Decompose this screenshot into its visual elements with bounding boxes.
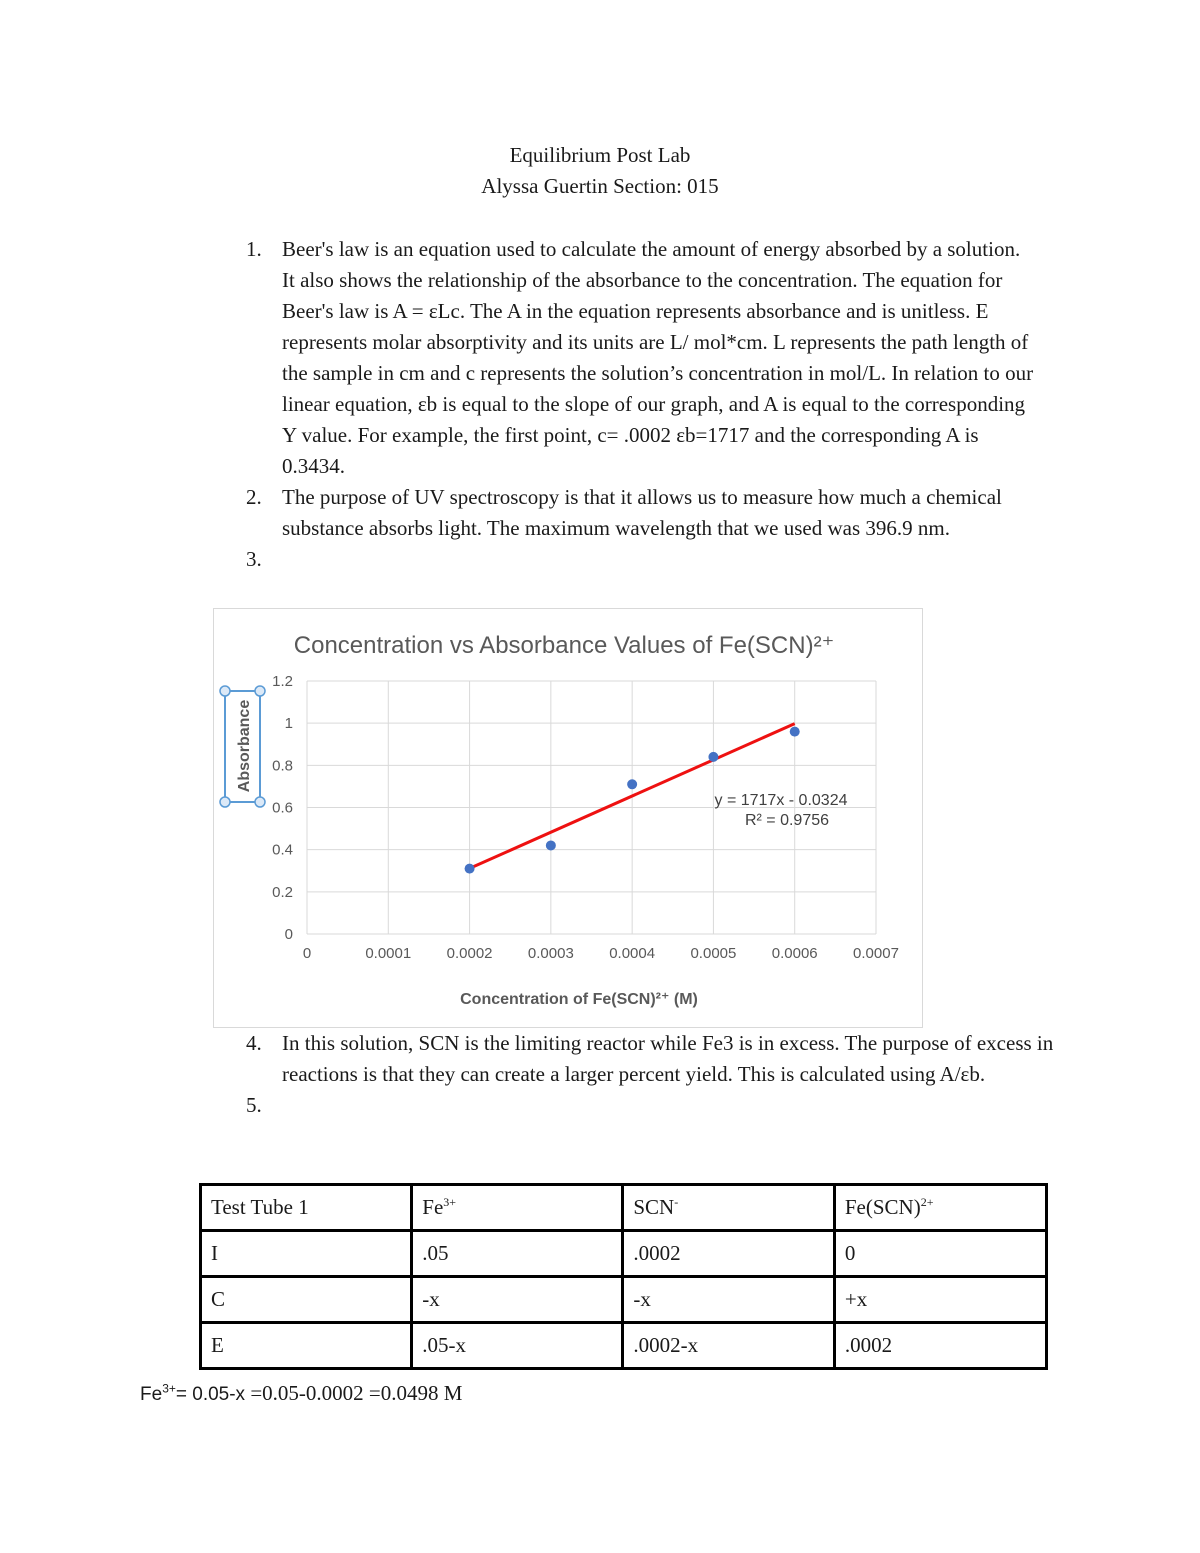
ice-header-row	[201, 1185, 1047, 1231]
final-lhs: $Fe^{3+}= 0.05-x$	[140, 1381, 246, 1405]
x-tick-label: 0	[302, 945, 312, 962]
resize-handle[interactable]	[220, 797, 230, 807]
document-title: Equilibrium Post Lab	[509, 143, 691, 167]
x-axis-title: Concentration of Fe(SCN)²⁺ (M)	[460, 991, 698, 1008]
x-tick-label: 0.0006	[771, 945, 818, 962]
answer-list-continued	[238, 1028, 1058, 1121]
table-cell: I	[201, 1231, 412, 1277]
ice-header-cell: Test Tube 1	[201, 1185, 412, 1231]
ice-row-equilibrium	[201, 1323, 1047, 1369]
final-calculation	[140, 1381, 462, 1406]
y-axis-title: Absorbance	[236, 699, 253, 793]
answer-3	[238, 544, 1038, 575]
table-cell: 0	[834, 1231, 1046, 1277]
y-tick-label: 0.2	[272, 883, 293, 901]
y-axis-ticks	[272, 673, 293, 943]
data-point	[465, 864, 475, 874]
chart-title: Concentration vs Absorbance Values of Fe(SCN)²⁺	[293, 632, 835, 659]
y-tick-label: 1.2	[272, 673, 293, 690]
y-tick-label: 0.8	[272, 757, 293, 775]
answer-4	[238, 1028, 1058, 1090]
resize-handle[interactable]	[220, 686, 230, 696]
y-tick-label: 0	[284, 926, 293, 943]
data-point	[708, 752, 718, 762]
table-cell: -x	[412, 1277, 623, 1323]
resize-handle[interactable]	[255, 797, 265, 807]
y-tick-label: 1	[284, 715, 293, 733]
x-tick-label: 0.0001	[365, 945, 412, 962]
answer-5	[238, 1090, 1058, 1121]
answer-1	[238, 234, 1038, 482]
y-tick-label: 0.4	[272, 841, 293, 859]
final-rhs: =0.05-0.0002 =0.0498 M	[245, 1381, 463, 1405]
ice-header-cell: SCN-	[623, 1185, 834, 1231]
table-cell: C	[201, 1277, 412, 1323]
x-tick-label: 0.0004	[609, 945, 656, 962]
x-tick-label: 0.0002	[446, 945, 493, 962]
table-cell: -x	[623, 1277, 834, 1323]
x-tick-label: 0.0005	[690, 945, 737, 962]
r-squared-label: R² = 0.9756	[744, 812, 830, 829]
ice-header-cell: Fe(SCN)$^{2+}$	[834, 1185, 1046, 1231]
ice-row-change	[201, 1277, 1047, 1323]
answer-number: 1.	[246, 237, 262, 261]
absorbance-chart	[213, 608, 923, 1028]
answer-number: 2.	[246, 485, 262, 509]
answer-list	[238, 234, 1038, 575]
y-axis-title-selection[interactable]	[220, 686, 265, 807]
x-axis-ticks	[303, 945, 899, 962]
answer-number: 4.	[246, 1031, 262, 1055]
y-tick-label: 0.6	[272, 799, 293, 817]
trendline-equation: y = 1717x - 0.0324	[714, 792, 848, 809]
answer-text: The purpose of UV spectroscopy is that it allows us to measure how much a chemical substance absorbs light. The maximum wavelength that we used was 396.9 nm.	[282, 485, 1002, 540]
answer-number: 5.	[246, 1093, 262, 1117]
table-cell: .0002-x	[623, 1323, 834, 1369]
resize-handle[interactable]	[255, 686, 265, 696]
table-cell: .0002	[623, 1231, 834, 1277]
answer-text: Beer's law is an equation used to calculate the amount of energy absorbed by a solution. It also shows the relationship of the absorbance to the concentration. The equation for Beer's law is A = εLc. The A in the equation represents absorbance and is unitless. E represents molar absorptivity and its units are L/ mol*cm. L represents the path length of the sample in cm and c represents the solution’s concentration in mol/L. In relation to our linear equation, εb is equal to the slope of our graph, and A is equal to the corresponding Y value. For example, the first point, c= .0002 εb=1717 and the corresponding A is 0.3434.	[282, 237, 1034, 478]
answer-text: In this solution, SCN is the limiting reactor while Fe3 is in excess. The purpose of excess in reactions is that they can create a larger percent yield. This is calculated using A/εb.	[282, 1031, 1054, 1086]
table-cell: .05-x	[412, 1323, 623, 1369]
author-line: Alyssa Guertin Section: 015	[481, 174, 719, 198]
table-cell: E	[201, 1323, 412, 1369]
table-cell: .0002	[834, 1323, 1046, 1369]
data-point	[546, 840, 556, 850]
ice-header-cell: $Fe^{3+}$	[412, 1185, 623, 1231]
ice-table	[199, 1183, 1048, 1370]
table-cell: .05	[412, 1231, 623, 1277]
chart-canvas	[214, 609, 922, 1027]
data-point	[627, 779, 637, 789]
x-tick-label: 0.0003	[527, 945, 574, 962]
ice-row-initial	[201, 1231, 1047, 1277]
data-point	[790, 727, 800, 737]
answer-number: 3.	[246, 547, 262, 571]
answer-2	[238, 482, 1038, 544]
table-cell: +x	[834, 1277, 1046, 1323]
x-tick-label: 0.0007	[853, 945, 899, 962]
